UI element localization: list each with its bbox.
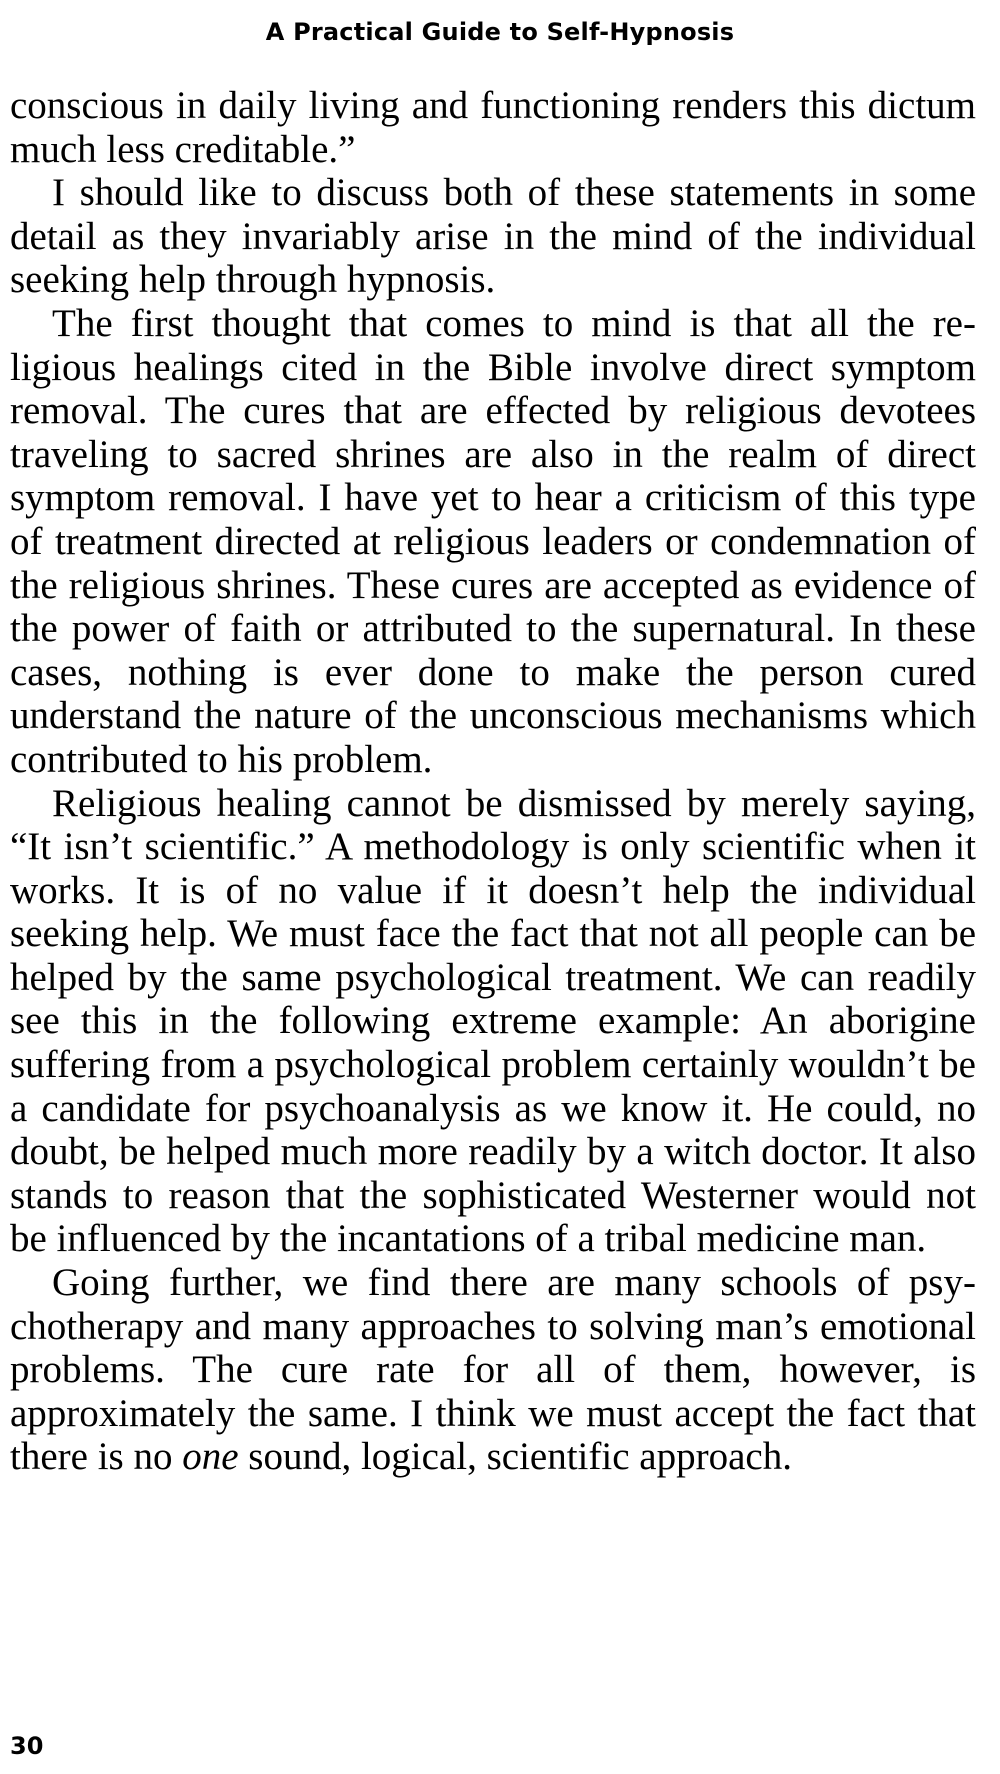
paragraph-1: conscious in daily living and functioning renders this dictum much less creditable.” xyxy=(10,84,976,171)
emphasized-word: one xyxy=(182,1435,239,1479)
paragraph-4: Religious healing cannot be dismissed by merely saying, “It isn’t scientific.” A methodology is only scientific when it works. It is of no value if it doesn’t help the individual seeking help. We must face the fact that not all people can be helped by the same psychological treatment. We can readily see this in the following extreme example: An aborigine suffering from a psychological problem certainly wouldn’t be a candidate for psychoanalysis as we know it. He could, no doubt, be helped much more readily by a witch doctor. It also stands to reason that the sophisticated Westerner would not be influenced by the incantations of a tribal medicine man. xyxy=(10,781,976,1261)
paragraph-2: I should like to discuss both of these statements in some detail as they invariably arise in the mind of the individual seeking help through hypnosis. xyxy=(10,171,976,302)
paragraph-5-text-end: sound, logical, scientific approach. xyxy=(238,1435,792,1479)
paragraph-3: The first thought that comes to mind is that all the religious healings cited in the Bible involve direct symptom removal. The cures that are effected by religious devotees traveling to sacred shrines are also in the realm of direct symptom removal. I have yet to hear a criticism of this type of treatment directed at religious leaders or condemnation of the religious shrines. These cures are accepted as evidence of the power of faith or attributed to the supernatural. In these cases, nothing is ever done to make the person cured understand the nature of the unconscious mechanisms which contributed to his problem. xyxy=(10,301,976,781)
paragraph-5-text-start: Going further, we find there are many schools of psychotherapy and many approaches to solving man’s emotional problems. The cure rate for all of them, however, is approximately the same. I think we must accept the fact that there is no xyxy=(10,1261,976,1479)
body-text xyxy=(10,84,976,1479)
running-head: A Practical Guide to Self-Hypnosis xyxy=(265,18,735,46)
paragraph-5 xyxy=(10,1261,976,1479)
page-number: 30 xyxy=(10,1732,44,1760)
